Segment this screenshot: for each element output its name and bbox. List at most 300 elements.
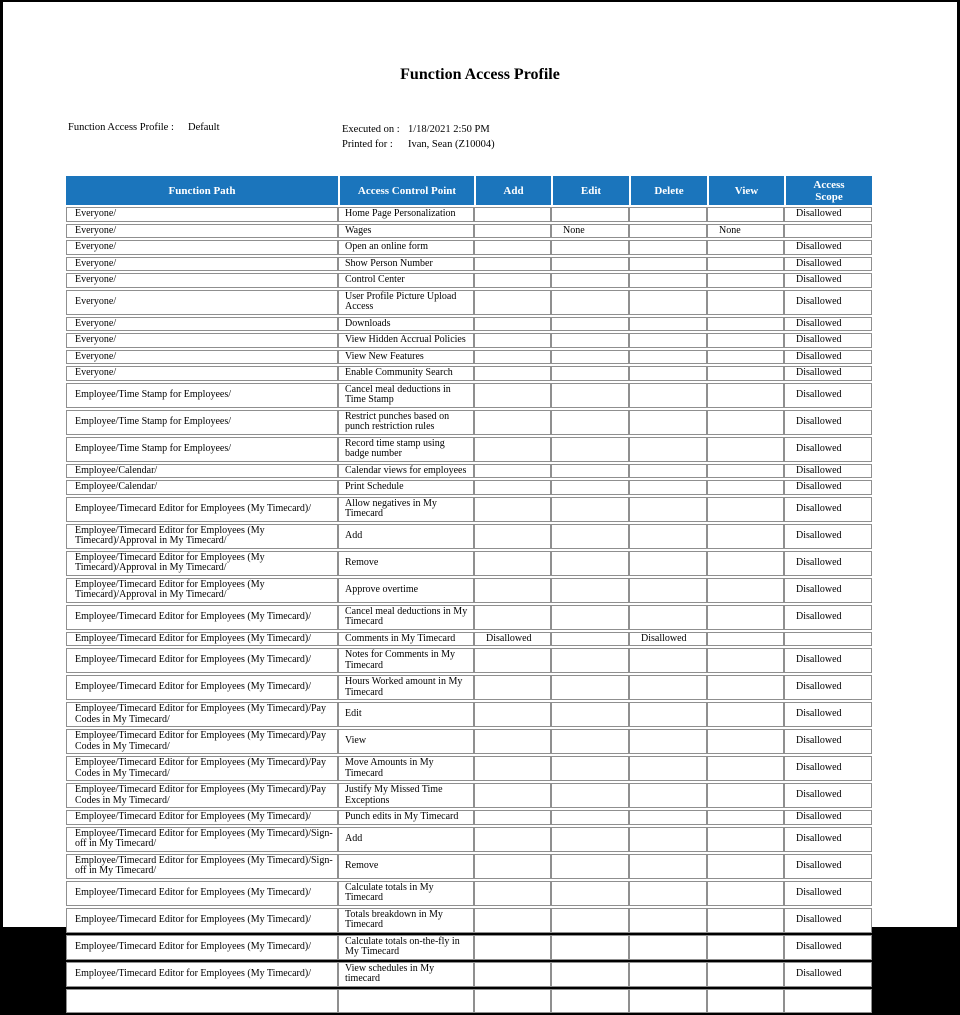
cell-scope: Disallowed xyxy=(784,783,872,808)
cell-delete xyxy=(629,366,707,381)
cell-acp: Allow negatives in My Timecard xyxy=(338,497,474,522)
cell-delete xyxy=(629,437,707,462)
cell-acp: Justify My Missed Time Exceptions xyxy=(338,783,474,808)
cell-add xyxy=(474,827,551,852)
cell-add xyxy=(474,756,551,781)
header-row xyxy=(66,176,872,205)
cell-edit xyxy=(551,675,629,700)
cell-delete xyxy=(629,224,707,239)
cell-view xyxy=(707,632,784,647)
cell-edit xyxy=(551,273,629,288)
cell-scope: Disallowed xyxy=(784,240,872,255)
cell-delete xyxy=(629,497,707,522)
cell-add xyxy=(474,729,551,754)
cell-scope: Disallowed xyxy=(784,962,872,987)
cell-add xyxy=(474,578,551,603)
cell-add xyxy=(474,317,551,332)
cell-scope: Disallowed xyxy=(784,464,872,479)
cell-path: Everyone/ xyxy=(66,317,338,332)
cell-scope: Disallowed xyxy=(784,854,872,879)
cell-scope: Disallowed xyxy=(784,551,872,576)
cell-path: Employee/Calendar/ xyxy=(66,464,338,479)
col-header-access-control-point: Access Control Point xyxy=(338,176,474,205)
cell-edit xyxy=(551,207,629,222)
cell-delete xyxy=(629,207,707,222)
cell-edit: None xyxy=(551,224,629,239)
col-header-access-scope: Access Scope xyxy=(784,176,872,205)
table-row xyxy=(66,632,872,647)
table-row xyxy=(66,935,872,960)
cell-delete xyxy=(629,854,707,879)
cell-path: Employee/Timecard Editor for Employees (My Timecard)/Pay Codes in My Timecard/ xyxy=(66,756,338,781)
cell-view xyxy=(707,908,784,933)
cell-path: Employee/Timecard Editor for Employees (My Timecard)/Pay Codes in My Timecard/ xyxy=(66,783,338,808)
cell-acp: Control Center xyxy=(338,273,474,288)
cell-add xyxy=(474,551,551,576)
cell-scope: Disallowed xyxy=(784,410,872,435)
cell-path: Employee/Timecard Editor for Employees (My Timecard)/ xyxy=(66,497,338,522)
table-row xyxy=(66,410,872,435)
executed-on-label: Executed on : xyxy=(342,124,400,135)
cell-delete xyxy=(629,524,707,549)
cell-path: Employee/Timecard Editor for Employees (My Timecard)/Sign-off in My Timecard/ xyxy=(66,854,338,879)
table-row xyxy=(66,366,872,381)
cell-view xyxy=(707,827,784,852)
cell-path: Everyone/ xyxy=(66,273,338,288)
cell-view: None xyxy=(707,224,784,239)
cell-delete: Disallowed xyxy=(629,632,707,647)
table-row xyxy=(66,783,872,808)
cell-scope: Disallowed xyxy=(784,881,872,906)
cell-acp: Calendar views for employees xyxy=(338,464,474,479)
cell-add xyxy=(474,605,551,630)
table-row xyxy=(66,437,872,462)
cell-edit xyxy=(551,366,629,381)
cell-add xyxy=(474,783,551,808)
cell-path: Everyone/ xyxy=(66,333,338,348)
cell-scope: Disallowed xyxy=(784,273,872,288)
cell-edit xyxy=(551,551,629,576)
cell-acp: Totals breakdown in My Timecard xyxy=(338,908,474,933)
cell-add xyxy=(474,290,551,315)
cell-acp: Punch edits in My Timecard xyxy=(338,810,474,825)
cell-view xyxy=(707,207,784,222)
cell-add xyxy=(474,908,551,933)
cell-edit xyxy=(551,702,629,727)
cell-path: Employee/Timecard Editor for Employees (My Timecard)/Pay Codes in My Timecard/ xyxy=(66,729,338,754)
cell-view xyxy=(707,551,784,576)
cell-edit xyxy=(551,578,629,603)
cell-delete xyxy=(629,464,707,479)
cell-add xyxy=(474,207,551,222)
cell-path: Employee/Timecard Editor for Employees (My Timecard)/ xyxy=(66,675,338,700)
cell-view xyxy=(707,756,784,781)
cell-delete xyxy=(629,333,707,348)
cell-scope: Disallowed xyxy=(784,290,872,315)
cell-acp: Approve overtime xyxy=(338,578,474,603)
printed-for-label: Printed for : xyxy=(342,139,393,150)
table-row xyxy=(66,257,872,272)
cell-view xyxy=(707,366,784,381)
cell-add xyxy=(474,675,551,700)
cell-edit xyxy=(551,729,629,754)
cell-delete xyxy=(629,648,707,673)
cell-acp: Open an online form xyxy=(338,240,474,255)
cell-edit xyxy=(551,464,629,479)
cell-edit xyxy=(551,989,629,1013)
cell-scope: Disallowed xyxy=(784,497,872,522)
col-header-view: View xyxy=(707,176,784,205)
cell-view xyxy=(707,729,784,754)
table-row xyxy=(66,273,872,288)
cell-delete xyxy=(629,257,707,272)
cell-scope: Disallowed xyxy=(784,480,872,495)
cell-view xyxy=(707,317,784,332)
cell-add xyxy=(474,989,551,1013)
table-row xyxy=(66,605,872,630)
printed-for-row xyxy=(342,137,495,152)
cell-delete xyxy=(629,317,707,332)
cell-add xyxy=(474,240,551,255)
cell-add xyxy=(474,273,551,288)
cell-path: Everyone/ xyxy=(66,290,338,315)
page-title: Function Access Profile xyxy=(400,66,560,83)
cell-view xyxy=(707,333,784,348)
cell-delete xyxy=(629,810,707,825)
table-row xyxy=(66,962,872,987)
cell-add xyxy=(474,410,551,435)
cell-delete xyxy=(629,273,707,288)
cell-view xyxy=(707,273,784,288)
cell-path: Everyone/ xyxy=(66,350,338,365)
table-row xyxy=(66,729,872,754)
cell-add xyxy=(474,935,551,960)
cell-acp: Downloads xyxy=(338,317,474,332)
cell-acp: User Profile Picture Upload Access xyxy=(338,290,474,315)
cell-path: Employee/Timecard Editor for Employees (My Timecard)/ xyxy=(66,810,338,825)
cell-path: Employee/Timecard Editor for Employees (My Timecard)/Sign-off in My Timecard/ xyxy=(66,827,338,852)
cell-delete xyxy=(629,881,707,906)
cell-delete xyxy=(629,605,707,630)
cell-scope: Disallowed xyxy=(784,207,872,222)
cell-path: Employee/Timecard Editor for Employees (My Timecard)/ xyxy=(66,935,338,960)
cell-view xyxy=(707,497,784,522)
cell-add xyxy=(474,224,551,239)
cell-acp: Calculate totals on-the-fly in My Timecard xyxy=(338,935,474,960)
cell-edit xyxy=(551,480,629,495)
table-row xyxy=(66,524,872,549)
cell-edit xyxy=(551,648,629,673)
cell-edit xyxy=(551,257,629,272)
cell-scope: Disallowed xyxy=(784,333,872,348)
cell-view xyxy=(707,578,784,603)
cell-acp: Remove xyxy=(338,854,474,879)
table-header xyxy=(66,176,872,205)
cell-edit xyxy=(551,783,629,808)
cell-edit xyxy=(551,524,629,549)
cell-add xyxy=(474,350,551,365)
cell-delete xyxy=(629,290,707,315)
cell-view xyxy=(707,854,784,879)
cell-add xyxy=(474,333,551,348)
cell-acp: Edit xyxy=(338,702,474,727)
cell-acp: View xyxy=(338,729,474,754)
cell-path: Everyone/ xyxy=(66,224,338,239)
table-row xyxy=(66,480,872,495)
cell-scope: Disallowed xyxy=(784,648,872,673)
cell-view xyxy=(707,648,784,673)
cell-path: Everyone/ xyxy=(66,366,338,381)
table-row xyxy=(66,702,872,727)
cell-scope: Disallowed xyxy=(784,729,872,754)
cell-view xyxy=(707,410,784,435)
cell-scope xyxy=(784,224,872,239)
cell-view xyxy=(707,350,784,365)
cell-add xyxy=(474,437,551,462)
cell-scope: Disallowed xyxy=(784,756,872,781)
cell-acp: Add xyxy=(338,524,474,549)
table-row xyxy=(66,908,872,933)
table-row xyxy=(66,551,872,576)
cell-delete xyxy=(629,350,707,365)
cell-edit xyxy=(551,632,629,647)
cell-path: Employee/Time Stamp for Employees/ xyxy=(66,437,338,462)
cell-edit xyxy=(551,935,629,960)
cell-acp: Add xyxy=(338,827,474,852)
cell-path: Employee/Time Stamp for Employees/ xyxy=(66,383,338,408)
cell-add xyxy=(474,810,551,825)
cell-acp: Restrict punches based on punch restriction rules xyxy=(338,410,474,435)
cell-edit xyxy=(551,410,629,435)
cell-acp: Move Amounts in My Timecard xyxy=(338,756,474,781)
cell-edit xyxy=(551,756,629,781)
cell-view xyxy=(707,524,784,549)
cell-view xyxy=(707,240,784,255)
cell-add xyxy=(474,464,551,479)
cell-scope: Disallowed xyxy=(784,675,872,700)
cell-delete xyxy=(629,578,707,603)
cell-view xyxy=(707,962,784,987)
cell-scope: Disallowed xyxy=(784,810,872,825)
cell-add xyxy=(474,881,551,906)
execution-meta xyxy=(342,122,495,152)
cell-add xyxy=(474,702,551,727)
table-row xyxy=(66,827,872,852)
cell-path: Employee/Timecard Editor for Employees (My Timecard)/ xyxy=(66,962,338,987)
cell-scope: Disallowed xyxy=(784,702,872,727)
cell-edit xyxy=(551,350,629,365)
cell-edit xyxy=(551,290,629,315)
col-header-delete: Delete xyxy=(629,176,707,205)
cell-view xyxy=(707,480,784,495)
cell-acp: Notes for Comments in My Timecard xyxy=(338,648,474,673)
cell-view xyxy=(707,290,784,315)
cell-edit xyxy=(551,497,629,522)
cell-delete xyxy=(629,551,707,576)
cell-scope: Disallowed xyxy=(784,578,872,603)
cell-delete xyxy=(629,410,707,435)
cell-view xyxy=(707,675,784,700)
cell-acp: Comments in My Timecard xyxy=(338,632,474,647)
cell-edit xyxy=(551,333,629,348)
cell-edit xyxy=(551,383,629,408)
cell-add xyxy=(474,383,551,408)
cell-edit xyxy=(551,605,629,630)
cell-add xyxy=(474,524,551,549)
cell-acp: Hours Worked amount in My Timecard xyxy=(338,675,474,700)
cell-delete xyxy=(629,729,707,754)
cell-edit xyxy=(551,810,629,825)
cell-add xyxy=(474,648,551,673)
cell-path: Everyone/ xyxy=(66,257,338,272)
cell-delete xyxy=(629,935,707,960)
table-row xyxy=(66,350,872,365)
cell-edit xyxy=(551,317,629,332)
table-row xyxy=(66,290,872,315)
cell-delete xyxy=(629,908,707,933)
cell-view xyxy=(707,257,784,272)
table-row xyxy=(66,756,872,781)
cell-view xyxy=(707,605,784,630)
table-row xyxy=(66,648,872,673)
cell-edit xyxy=(551,962,629,987)
cell-scope: Disallowed xyxy=(784,366,872,381)
cell-edit xyxy=(551,854,629,879)
cell-view xyxy=(707,464,784,479)
cell-delete xyxy=(629,383,707,408)
table-body xyxy=(66,207,872,1013)
cell-view xyxy=(707,702,784,727)
cell-path: Employee/Timecard Editor for Employees (My Timecard)/ xyxy=(66,648,338,673)
cell-acp: Record time stamp using badge number xyxy=(338,437,474,462)
cell-add xyxy=(474,854,551,879)
cell-view xyxy=(707,437,784,462)
cell-view xyxy=(707,881,784,906)
cell-path: Everyone/ xyxy=(66,207,338,222)
cell-path xyxy=(66,989,338,1013)
executed-on-value: 1/18/2021 2:50 PM xyxy=(408,124,490,135)
cell-add: Disallowed xyxy=(474,632,551,647)
cell-add xyxy=(474,497,551,522)
report-page xyxy=(3,2,957,984)
profile-value: Default xyxy=(188,122,220,133)
cell-delete xyxy=(629,827,707,852)
cell-path: Employee/Timecard Editor for Employees (My Timecard)/Approval in My Timecard/ xyxy=(66,551,338,576)
cell-scope: Disallowed xyxy=(784,437,872,462)
cell-path: Employee/Timecard Editor for Employees (My Timecard)/ xyxy=(66,632,338,647)
cell-scope xyxy=(784,989,872,1013)
cell-acp: Home Page Personalization xyxy=(338,207,474,222)
cell-scope: Disallowed xyxy=(784,350,872,365)
cell-add xyxy=(474,480,551,495)
cell-acp: View schedules in My timecard xyxy=(338,962,474,987)
table-row xyxy=(66,207,872,222)
cell-acp: View New Features xyxy=(338,350,474,365)
printed-for-value: Ivan, Sean (Z10004) xyxy=(408,139,495,150)
cell-delete xyxy=(629,240,707,255)
table-row xyxy=(66,578,872,603)
cell-scope: Disallowed xyxy=(784,908,872,933)
partial-row xyxy=(66,989,872,1013)
cell-view xyxy=(707,783,784,808)
table-row xyxy=(66,810,872,825)
cell-delete xyxy=(629,675,707,700)
cell-path: Employee/Time Stamp for Employees/ xyxy=(66,410,338,435)
cell-add xyxy=(474,962,551,987)
cell-view xyxy=(707,383,784,408)
cell-path: Employee/Timecard Editor for Employees (My Timecard)/Approval in My Timecard/ xyxy=(66,524,338,549)
cell-add xyxy=(474,366,551,381)
cell-view xyxy=(707,935,784,960)
cell-acp: Calculate totals in My Timecard xyxy=(338,881,474,906)
cell-delete xyxy=(629,756,707,781)
cell-add xyxy=(474,257,551,272)
cell-acp: Show Person Number xyxy=(338,257,474,272)
cell-path: Employee/Timecard Editor for Employees (My Timecard)/Pay Codes in My Timecard/ xyxy=(66,702,338,727)
cell-scope: Disallowed xyxy=(784,827,872,852)
table-row xyxy=(66,675,872,700)
cell-edit xyxy=(551,908,629,933)
cell-edit xyxy=(551,437,629,462)
cell-scope: Disallowed xyxy=(784,605,872,630)
col-header-edit: Edit xyxy=(551,176,629,205)
function-access-table xyxy=(66,174,872,1015)
cell-acp: Wages xyxy=(338,224,474,239)
cell-scope: Disallowed xyxy=(784,317,872,332)
table-row xyxy=(66,497,872,522)
cell-delete xyxy=(629,989,707,1013)
table-row xyxy=(66,881,872,906)
cell-path: Employee/Calendar/ xyxy=(66,480,338,495)
table-row xyxy=(66,464,872,479)
cell-acp xyxy=(338,989,474,1013)
cell-acp: View Hidden Accrual Policies xyxy=(338,333,474,348)
col-header-function-path: Function Path xyxy=(66,176,338,205)
col-header-add: Add xyxy=(474,176,551,205)
cell-path: Employee/Timecard Editor for Employees (My Timecard)/ xyxy=(66,881,338,906)
cell-acp: Cancel meal deductions in Time Stamp xyxy=(338,383,474,408)
cell-view xyxy=(707,810,784,825)
cell-scope: Disallowed xyxy=(784,257,872,272)
cell-path: Employee/Timecard Editor for Employees (My Timecard)/Approval in My Timecard/ xyxy=(66,578,338,603)
cell-delete xyxy=(629,702,707,727)
cell-edit xyxy=(551,881,629,906)
cell-acp: Remove xyxy=(338,551,474,576)
cell-path: Employee/Timecard Editor for Employees (My Timecard)/ xyxy=(66,908,338,933)
profile-label: Function Access Profile : xyxy=(68,122,174,133)
cell-view xyxy=(707,989,784,1013)
executed-on-row xyxy=(342,122,495,137)
table-row xyxy=(66,383,872,408)
cell-scope: Disallowed xyxy=(784,524,872,549)
cell-acp: Enable Community Search xyxy=(338,366,474,381)
cell-edit xyxy=(551,827,629,852)
cell-scope xyxy=(784,632,872,647)
cell-path: Employee/Timecard Editor for Employees (My Timecard)/ xyxy=(66,605,338,630)
cell-delete xyxy=(629,962,707,987)
profile-meta xyxy=(68,122,220,133)
cell-edit xyxy=(551,240,629,255)
cell-delete xyxy=(629,783,707,808)
table-row xyxy=(66,854,872,879)
table-row xyxy=(66,333,872,348)
table-row xyxy=(66,240,872,255)
cell-path: Everyone/ xyxy=(66,240,338,255)
table-row xyxy=(66,224,872,239)
cell-acp: Cancel meal deductions in My Timecard xyxy=(338,605,474,630)
table-row xyxy=(66,317,872,332)
cell-delete xyxy=(629,480,707,495)
